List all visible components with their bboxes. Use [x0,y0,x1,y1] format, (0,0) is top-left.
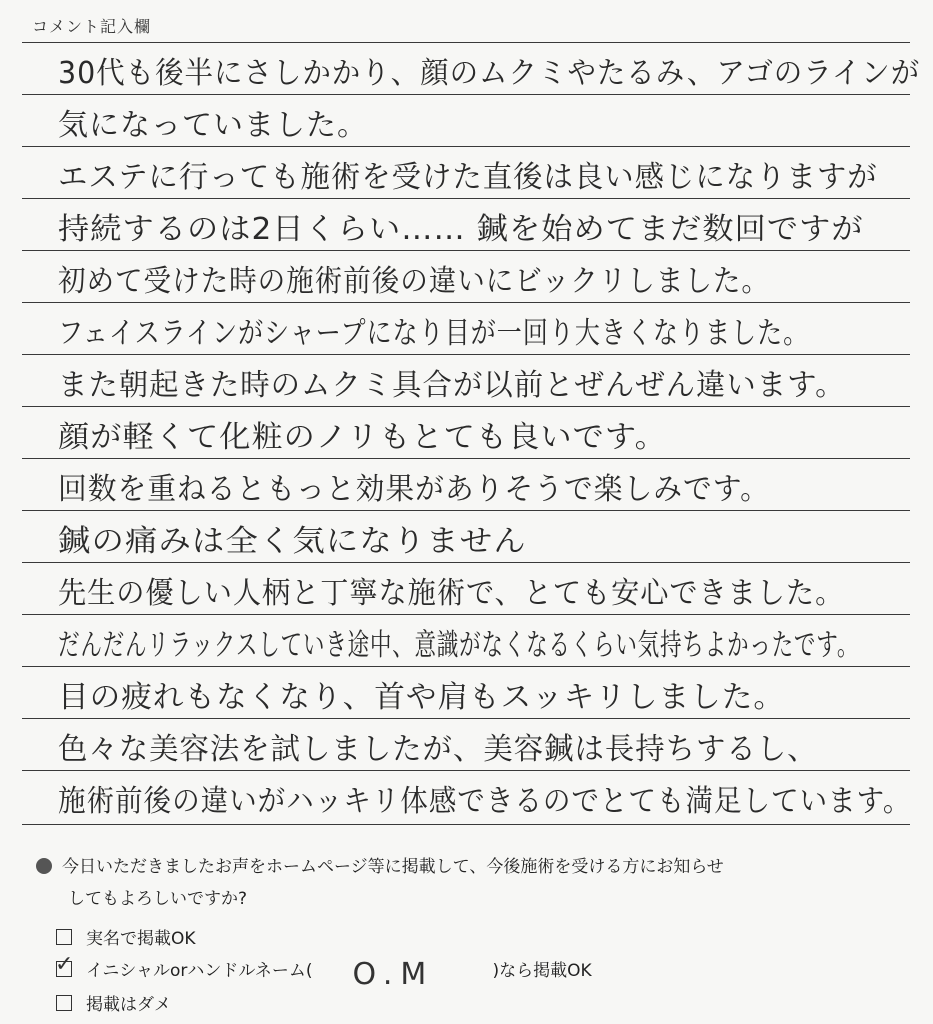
ruled-line [22,562,910,563]
ruled-line [22,718,910,719]
ruled-line [22,824,910,825]
comment-line: エステに行っても施術を受けた直後は良い感じになりますが [58,160,878,195]
comment-line: 持続するのは2日くらい…… 鍼を始めてまだ数回ですが [58,212,864,247]
ruled-line [22,146,910,147]
checkmark-icon: ✓ [55,951,74,977]
option-no-publish[interactable] [56,990,171,1015]
ruled-line [22,302,910,303]
comment-line: 回数を重ねるともっと効果がありそうで楽しみです。 [58,472,770,507]
ruled-line [22,198,910,199]
ruled-line [22,94,910,95]
ruled-line [22,770,910,771]
checkbox-checked-icon[interactable] [55,951,74,977]
option-initials[interactable] [55,951,592,992]
option-label: 実名で掲載OK [86,929,196,949]
comment-line: 目の疲れもなくなり、首や肩もスッキリしました。 [58,680,785,715]
ruled-line [22,614,910,615]
ruled-line [22,42,910,43]
publish-question [36,852,724,882]
ruled-line [22,666,910,667]
option-real-name[interactable] [56,924,196,949]
checkbox-icon[interactable] [56,995,72,1011]
bullet-icon [36,858,52,874]
comment-line: 先生の優しい人柄と丁寧な施術で、とても安心できました。 [58,576,845,611]
ruled-line [22,250,910,251]
comment-line: 30代も後半にさしかかり、顔のムクミやたるみ、アゴのラインが [58,56,921,91]
comment-line: 顔が軽くて化粧のノリもとても良いです。 [58,420,667,455]
comment-line: だんだんリラックスしていき途中、意識がなくなるくらい気持ちよかったです。 [58,628,860,663]
comment-line: 施術前後の違いがハッキリ体感できるのでとても満足しています。 [58,784,912,819]
comment-line: 色々な美容法を試しましたが、美容鍼は長持ちするし、 [58,732,818,767]
comment-header: コメント記入欄 [32,17,152,36]
comment-line: フェイスラインがシャープになり目が一回り大きくなりました。 [58,316,810,351]
handle-name-value: O.M [352,956,435,992]
question-line-2: してもよろしいですか? [68,889,248,909]
ruled-line [22,458,910,459]
question-line-1: 今日いただきましたお声をホームページ等に掲載して、今後施術を受ける方にお知らせ [62,857,724,877]
ruled-line [22,510,910,511]
checkbox-icon[interactable] [56,929,72,945]
option-label: 掲載はダメ [86,995,171,1015]
option-label-after: )なら掲載OK [492,961,592,981]
comment-line: 初めて受けた時の施術前後の違いにビックリしました。 [58,264,770,299]
comment-line: 気になっていました。 [58,108,368,143]
ruled-line [22,406,910,407]
option-label-before: イニシャルorハンドルネーム( [86,961,313,981]
ruled-line [22,354,910,355]
comment-line: 鍼の痛みは全く気になりません [58,524,527,559]
comment-line: また朝起きた時のムクミ具合が以前とぜんぜん違います。 [58,368,846,403]
